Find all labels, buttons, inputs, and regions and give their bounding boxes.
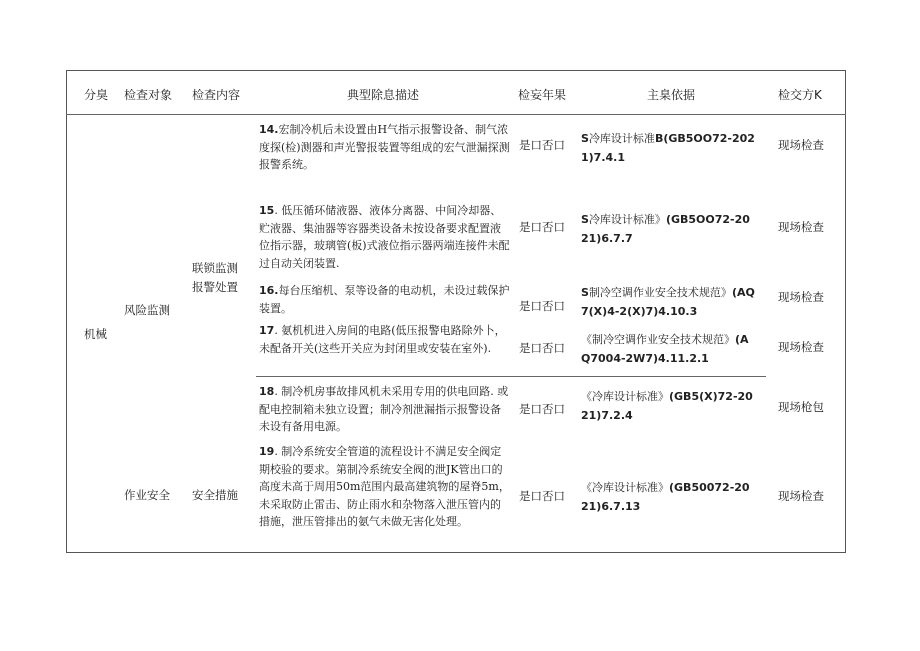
- basis-prefix: S: [581, 286, 589, 299]
- basis-code: (GB5(X)72-2021)7.2.4: [581, 390, 753, 422]
- basis-title: 《冷库设计标准》: [581, 390, 669, 403]
- row-method: 现场检查: [778, 489, 824, 503]
- basis-prefix: S: [581, 213, 589, 226]
- header-object: 检查对象: [124, 88, 173, 102]
- basis-code: (GB5OO72-2021)6.7.7: [581, 213, 750, 245]
- row-desc-17: [259, 322, 511, 357]
- header-desc: 典型除息描述: [347, 88, 420, 102]
- row-result: 是口否口: [519, 341, 565, 355]
- basis-title: 冷库设计标准》: [588, 213, 666, 226]
- row-desc-16: [259, 282, 511, 317]
- row-num: 16.: [259, 284, 279, 297]
- header-divider: [66, 114, 846, 115]
- row-method: 现场检查: [778, 138, 824, 152]
- row-num: 18: [259, 385, 275, 398]
- row-text: . 制冷机房事故排风机未采用专用的供电回路. 或配电控制箱未独立设置；制冷剂泄漏指示报警设备未设有备用电源。: [259, 385, 509, 433]
- basis-code: (AQ7(X)4-2(X)7)4.10.3: [581, 286, 755, 318]
- row-desc-15: [259, 202, 511, 272]
- basis-title: 冷库设计标准: [588, 132, 655, 145]
- row-text: . 制冷系统安全管道的流程设计不满足安全阀定期校验的要求。第制冷系统安全阀的泄JK管出口的高度未高于周用50m范围内最高建筑物的屋脊5m，未采取防止雷击、防止雨水和杂物落入泄压管内的措施，泄压管排出的氨气未做无害化处理。: [259, 445, 510, 528]
- row-result: 是口否口: [519, 402, 565, 416]
- row-divider: [256, 376, 766, 377]
- content-cell-b: 报警处置: [192, 280, 238, 294]
- row-text: . 氨机机进入房间的电路(低压报警电路除外卜，未配备开关(这些开关应为封闭里或安装在室外).: [259, 324, 506, 355]
- row-desc-19: [259, 443, 511, 531]
- content-cell-safety: 安全措施: [192, 488, 238, 502]
- basis-prefix: S: [581, 132, 589, 145]
- row-result: 是口否口: [519, 299, 565, 313]
- basis-code: B(GB5OO72-2021)7.4.1: [581, 132, 755, 164]
- row-text: 每台压缩机、泵等设备的电动机，未设过载保护装置。: [259, 284, 510, 315]
- row-num: 17: [259, 324, 275, 337]
- row-result: 是口否口: [519, 138, 565, 152]
- object-cell-risk: 风险监测: [124, 303, 170, 317]
- row-desc-18: [259, 383, 511, 436]
- row-basis-16: [581, 283, 757, 321]
- content-cell-a: 联锁监测: [192, 261, 238, 275]
- row-basis-14: [581, 129, 757, 167]
- object-cell-work: 作业安全: [124, 488, 170, 502]
- header-method: 检交方K: [778, 88, 822, 102]
- row-text: 宏制冷机后未设置由H气指示报警设备、制气浓度探(检)测器和声光警报装置等组成的宏气泄漏探测报警系统。: [259, 123, 510, 171]
- row-method: 现场检查: [778, 220, 824, 234]
- row-basis-18: [581, 387, 757, 425]
- row-text: . 低压循环储液器、液体分离器、中间冷却器、贮液器、集油器等容器类设备未按设备要求配置液位指示器，玻璃管(板)式液位指示器两端连接件未配过自动关闭装置.: [259, 204, 510, 270]
- basis-title: 制冷空调作业安全技术规范》: [588, 286, 732, 299]
- row-basis-15: [581, 210, 757, 248]
- header-category: 分臭: [84, 88, 109, 102]
- row-result: 是口否口: [519, 489, 565, 503]
- row-method: 现场检查: [778, 340, 824, 354]
- row-num: 19: [259, 445, 275, 458]
- row-desc-14: [259, 121, 511, 174]
- category-cell: 机械: [84, 327, 107, 341]
- basis-title: 《制冷空调作业安全技术规范》: [581, 333, 735, 346]
- row-num: 14.: [259, 123, 279, 136]
- basis-code: (GB50072-2021)6.7.13: [581, 481, 750, 513]
- header-result: 检妄年果: [518, 88, 567, 102]
- row-method: 现场枪包: [778, 400, 824, 414]
- row-num: 15: [259, 204, 275, 217]
- header-basis: 主臬依据: [647, 88, 696, 102]
- header-content: 检查内容: [192, 88, 241, 102]
- basis-code: (AQ7004-2W7)4.11.2.1: [581, 333, 749, 365]
- row-result: 是口否口: [519, 220, 565, 234]
- row-basis-19: [581, 478, 757, 516]
- row-method: 现场检查: [778, 290, 824, 304]
- basis-title: 《冷库设计标准》: [581, 481, 669, 494]
- row-basis-17: [581, 330, 757, 368]
